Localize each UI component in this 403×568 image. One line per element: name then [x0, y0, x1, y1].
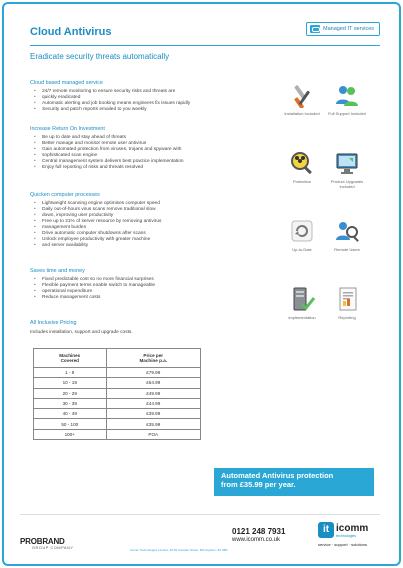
pricing-header-row	[34, 349, 201, 368]
list-item: • Reduce management costs	[30, 295, 275, 301]
icomm-logo	[318, 522, 380, 552]
list-item: • down, improving user productivity	[30, 213, 275, 219]
page-subtitle: Eradicate security threats automatically	[30, 52, 170, 61]
probrand-name: PROBRAND	[20, 537, 65, 546]
feature-label: Remote Users	[334, 247, 360, 252]
promo-line-1: Automated Antivirus protection	[221, 471, 334, 480]
phone-number: 0121 248 7931	[232, 527, 286, 536]
list-item: • Central management system delivers best practice implementation	[30, 159, 275, 165]
section-quicken	[30, 192, 275, 249]
table-row	[34, 388, 201, 398]
feature-label: Full Support Included	[328, 111, 366, 116]
list-item: • Enjoy full reporting of risks and threats resolved	[30, 165, 275, 171]
pricing-table	[33, 348, 201, 440]
refresh-icon	[289, 218, 315, 244]
feature-label: Installation Included	[284, 111, 320, 116]
company-address: Icomm Technologies Limited, 40-56 Camden Street, Birmingham, B1 3BP	[130, 548, 228, 552]
price-cell: POA	[106, 429, 200, 439]
table-row	[34, 398, 201, 408]
table-row	[34, 419, 201, 429]
pricing-title: All Inclusive Pricing	[30, 320, 77, 326]
feature-implementation	[280, 286, 324, 320]
machines-cell: 20 - 29	[34, 388, 107, 398]
machines-covered-header: Machines Covered	[34, 349, 107, 368]
logo-sub: technologies	[336, 534, 357, 538]
list-item: • Automatic alerting and job booking means engineers fix issues rapidly	[30, 101, 275, 107]
list-item: • Gain automated protection from viruses, trojans and spyware with	[30, 147, 275, 153]
website-link[interactable]: www.icomm.co.uk	[232, 537, 281, 543]
section-heading: Quicken computer processes	[30, 192, 100, 198]
table-row	[34, 368, 201, 378]
feature-product-upgrades	[325, 150, 369, 189]
list-item: • management burden	[30, 225, 275, 231]
section-cloud-managed	[30, 80, 275, 113]
table-row	[34, 378, 201, 388]
machines-cell: 10 - 19	[34, 378, 107, 388]
promo-line-2: from £35.99 per year.	[221, 479, 296, 489]
machines-cell: 50 - 100	[34, 419, 107, 429]
support-people-icon	[334, 82, 360, 108]
price-per-machine-header: Price per Machine p.a.	[106, 349, 200, 368]
machines-cell: 30 - 39	[34, 398, 107, 408]
price-cell: £39.99	[106, 409, 200, 419]
tools-icon	[289, 82, 315, 108]
machines-cell: 100+	[34, 429, 107, 439]
list-item: • operational expenditure	[30, 289, 275, 295]
feature-label: Reporting	[338, 315, 356, 320]
price-cell: £79.99	[106, 368, 200, 378]
list-item: • sophisticated scan engine	[30, 153, 275, 159]
probrand-sub: GROUP COMPANY	[32, 546, 74, 550]
feature-label: Product Upgrades Included	[330, 179, 364, 189]
remote-users-icon	[334, 218, 360, 244]
report-document-icon	[334, 286, 360, 312]
biohazard-magnifier-icon	[289, 150, 315, 176]
table-row	[34, 409, 201, 419]
list-item: • Daily out-of-hours virus scans remove traditional slow	[30, 207, 275, 213]
list-item: • 24/7 remote monitoring to ensure security risks and threats are	[30, 89, 275, 95]
monitor-upgrade-icon	[334, 150, 360, 176]
cloud-icon	[310, 25, 320, 33]
feature-protection	[280, 150, 324, 184]
logo-name: icomm	[336, 523, 369, 534]
machines-cell: 1 - 9	[34, 368, 107, 378]
list-item: • Flexible payment terms enable switch to manageable	[30, 283, 275, 289]
price-cell: £64.99	[106, 378, 200, 388]
price-cell: £35.99	[106, 419, 200, 429]
machines-cell: 40 - 49	[34, 409, 107, 419]
section-roi	[30, 126, 275, 171]
price-cell: £49.99	[106, 388, 200, 398]
probrand-logo	[20, 537, 74, 550]
feature-label: Protection	[292, 179, 311, 184]
server-check-icon	[289, 286, 315, 312]
table-row	[34, 429, 201, 439]
feature-up-to-date	[280, 218, 324, 252]
list-item: • quickly eradicated	[30, 95, 275, 101]
footer-divider	[20, 514, 380, 515]
list-item: • Better manage and monitor remote user antivirus	[30, 141, 275, 147]
list-item: • Free up to 21% of server resource by removing antivirus	[30, 219, 275, 225]
pricing-subtitle: Includes installation, support and upgrade costs.	[30, 330, 133, 335]
section-heading: Saves time and money	[30, 268, 85, 274]
logo-tagline: service · support · solutions	[318, 542, 367, 547]
badge-label: Managed IT services	[323, 26, 374, 32]
feature-full-support	[325, 82, 369, 116]
page-title: Cloud Antivirus	[30, 26, 112, 38]
logo-mark: it	[318, 522, 334, 538]
section-saves-time	[30, 268, 275, 301]
list-item: • Be up to date and stay ahead of threats	[30, 135, 275, 141]
price-cell: £44.99	[106, 398, 200, 408]
list-item: • Fixed predictable cost so no more financial surprises	[30, 277, 275, 283]
list-item: • Security and patch reports emailed to you weekly	[30, 107, 275, 113]
feature-remote-users	[325, 218, 369, 252]
feature-label: Up-to-Date	[292, 247, 312, 252]
promo-banner	[214, 468, 374, 496]
managed-it-services-badge	[306, 22, 380, 36]
feature-installation	[280, 82, 324, 116]
feature-label: Implementation	[288, 315, 316, 320]
list-item: • Lightweight scanning engine optimises computer speed	[30, 201, 275, 207]
feature-reporting	[325, 286, 369, 320]
page-header	[30, 22, 380, 46]
section-heading: Cloud based managed service	[30, 80, 103, 86]
list-item: • Unlock employee productivity with greater machine	[30, 237, 275, 243]
section-heading: Increase Return On Investment	[30, 126, 105, 132]
list-item: • and server availability	[30, 243, 275, 249]
list-item: • Drive automatic computer shutdowns after scans	[30, 231, 275, 237]
